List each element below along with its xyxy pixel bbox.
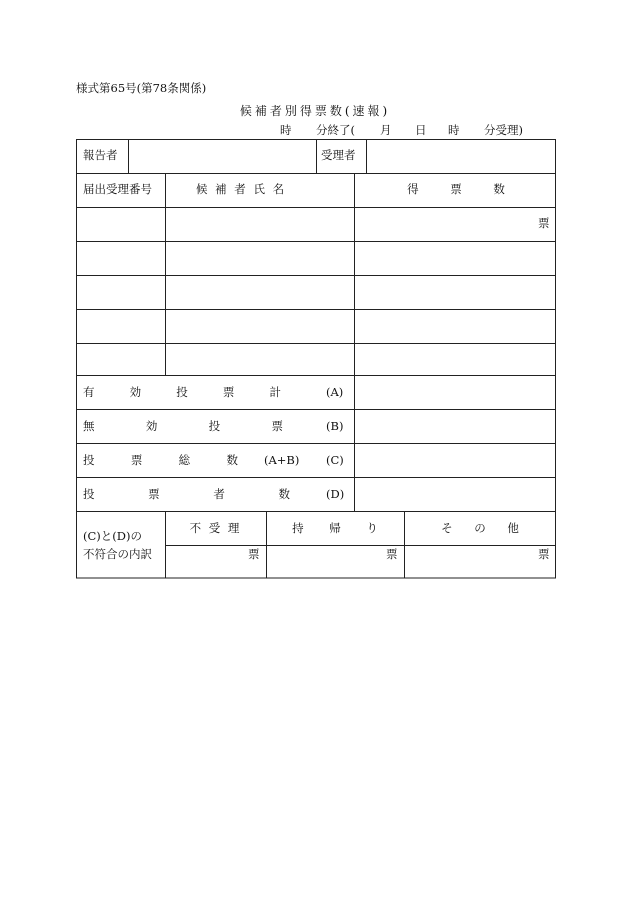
discrepancy-label-line1: (C)と(D)の [83, 529, 142, 543]
voters-label: 投 票 者 数 [83, 487, 290, 501]
valid-votes-code: (A) [326, 385, 344, 399]
total-votes-label: 投 票 総 数 [83, 453, 238, 467]
time-hour2-label: 時 [448, 123, 460, 137]
discrepancy-label-line2: 不符合の内訳 [83, 547, 152, 561]
voters-code: (D) [326, 487, 345, 501]
time-received-label: 分受理) [484, 123, 523, 137]
receiver-label: 受理者 [321, 148, 356, 162]
valid-votes-label: 有 効 投 票 計 [83, 385, 281, 399]
invalid-votes-label: 無 効 投 票 [83, 419, 283, 433]
time-hour-label: 時 [280, 123, 292, 137]
candidate-name-header: 候 補 者 氏 名 [196, 182, 287, 196]
table-grid-lines [76, 139, 556, 579]
form-title: 候補者別得票数(速報) [239, 104, 391, 118]
votes-header: 得 票 数 [407, 182, 505, 196]
total-votes-code: (C) [326, 453, 344, 467]
total-votes-formula: (A+B) [264, 453, 300, 467]
filing-number-header: 届出受理番号 [83, 182, 152, 196]
time-month-label: 月 [380, 123, 392, 137]
other-unit: 票 [538, 547, 550, 561]
time-minute-end-label: 分終了( [316, 123, 355, 137]
other-header: そ の 他 [441, 521, 519, 535]
vote-report-table [76, 139, 556, 579]
reporter-label: 報告者 [83, 148, 118, 162]
not-accepted-unit: 票 [248, 547, 260, 561]
time-day-label: 日 [415, 123, 427, 137]
invalid-votes-code: (B) [326, 419, 344, 433]
taken-home-unit: 票 [386, 547, 398, 561]
taken-home-header: 持 帰 り [292, 521, 378, 535]
not-accepted-header: 不 受 理 [189, 521, 242, 535]
form-number-label: 様式第65号(第78条関係) [76, 81, 207, 95]
vote-unit-label: 票 [538, 216, 550, 230]
